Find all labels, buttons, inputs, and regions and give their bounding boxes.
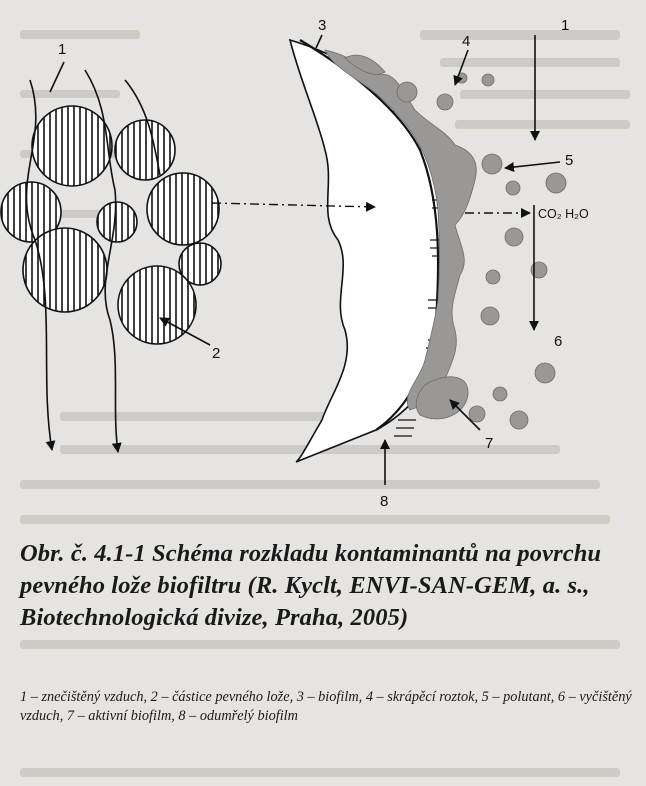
particle-circle (115, 120, 175, 180)
label-active-biofilm: 7 (485, 435, 494, 452)
label-products: CO₂ H₂O (538, 207, 589, 221)
label-polluted-air-right: 1 (561, 17, 570, 34)
label-clean-air: 6 (554, 333, 563, 350)
particle-circle (32, 106, 112, 186)
particle-circle (147, 173, 219, 245)
particle-circle (97, 202, 137, 242)
particle-circle (118, 266, 196, 344)
label-pollutant: 5 (565, 152, 574, 169)
label-spray-solution: 4 (462, 33, 471, 50)
label-biofilm: 3 (318, 17, 327, 34)
label-dead-biofilm: 8 (380, 493, 389, 510)
figure-caption: Obr. č. 4.1-1 Schéma rozkladu kontaminantů na povrchu pevného lože biofiltru (R. Kyclt, ENVI-SAN-GEM, a. s., Biotechnologická divize, Praha, 2005) (20, 540, 602, 631)
label-particle: 2 (212, 345, 221, 362)
label-polluted-air-left: 1 (58, 41, 67, 58)
figure-legend: 1 – znečištěný vzduch, 2 – částice pevného lože, 3 – biofilm, 4 – skrápěcí roztok, 5 – polutant, 6 – vyčištěný vzduch, 7 – aktivní biofilm, 8 – odumřelý biofilm (20, 689, 632, 724)
